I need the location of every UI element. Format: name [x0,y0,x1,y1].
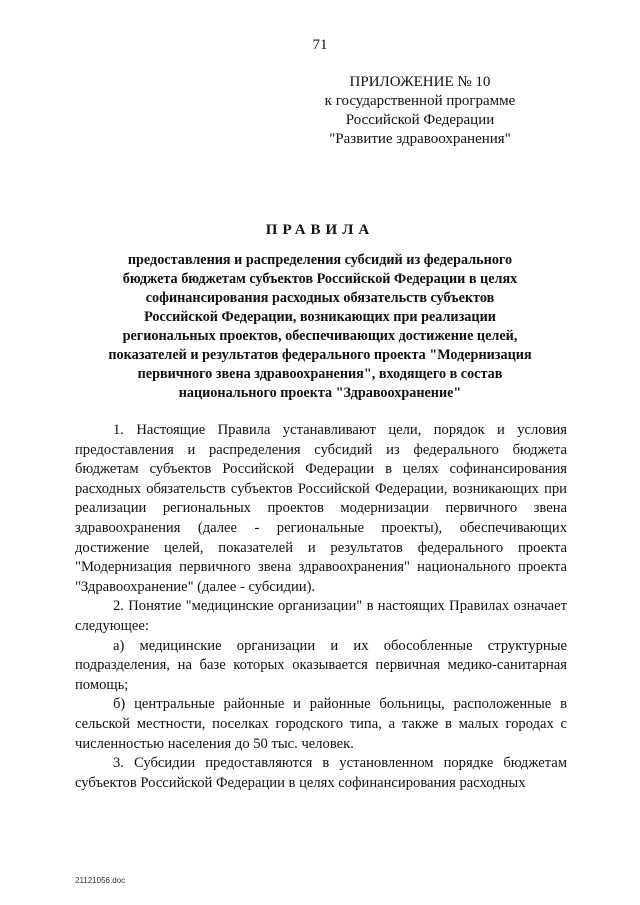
rules-title: ПРАВИЛА [265,222,375,238]
subtitle-line: предоставления и распределения субсидий из федерального [127,252,513,268]
footer-filename: 21121056.doc [75,876,126,885]
subtitle-line: региональных проектов, обеспечивающих достижение целей, [122,328,518,344]
rules-subtitle [0,251,640,403]
paragraph-3: 3. Субсидии предоставляются в установленном порядке бюджетам субъектов Российской Федерации в целях софинансирования расходных [75,755,567,791]
page-number: 71 [312,37,328,53]
subtitle-line: национального проекта "Здравоохранение" [178,385,462,401]
appendix-header [300,73,540,149]
subtitle-line: первичного звена здравоохранения", входящего в состав [137,366,503,382]
subtitle-line: показателей и результатов федерального проекта "Модернизация [108,347,532,363]
appendix-line: "Развитие здравоохранения" [329,131,511,147]
document-body [75,421,567,793]
appendix-title: ПРИЛОЖЕНИЕ № 10 [349,74,491,90]
appendix-line: к государственной программе [324,93,516,109]
paragraph-1: 1. Настоящие Правила устанавливают цели, порядок и условия предоставления и распределения субсидий из федерального бюджета бюджетам субъектов Российской Федерации в целях софинансирования расходных обязательств субъектов Российской Федерации, возникающих при реализации региональных проектов модернизации первичного звена здравоохранения (далее - региональные проекты), обеспечивающих достижение целей, показателей и результатов федерального проекта "Модернизация первичного звена здравоохранения" национального проекта "Здравоохранение" (далее - субсидии). [75,422,567,595]
subtitle-line: софинансирования расходных обязательств субъектов [145,290,495,306]
paragraph-2a: а) медицинские организации и их обособленные структурные подразделения, на базе которых оказывается первичная медико-санитарная помощь; [75,637,567,693]
paragraph-2b: б) центральные районные и районные больницы, расположенные в сельской местности, поселках городского типа, а также в малых городах с численностью населения до 50 тыс. человек. [75,696,567,752]
paragraph-2: 2. Понятие "медицинские организации" в настоящих Правилах означает следующее: [75,598,567,634]
subtitle-line: бюджета бюджетам субъектов Российской Федерации в целях [122,271,518,287]
appendix-line: Российской Федерации [345,112,495,128]
subtitle-line: Российской Федерации, возникающих при реализации [144,309,496,325]
